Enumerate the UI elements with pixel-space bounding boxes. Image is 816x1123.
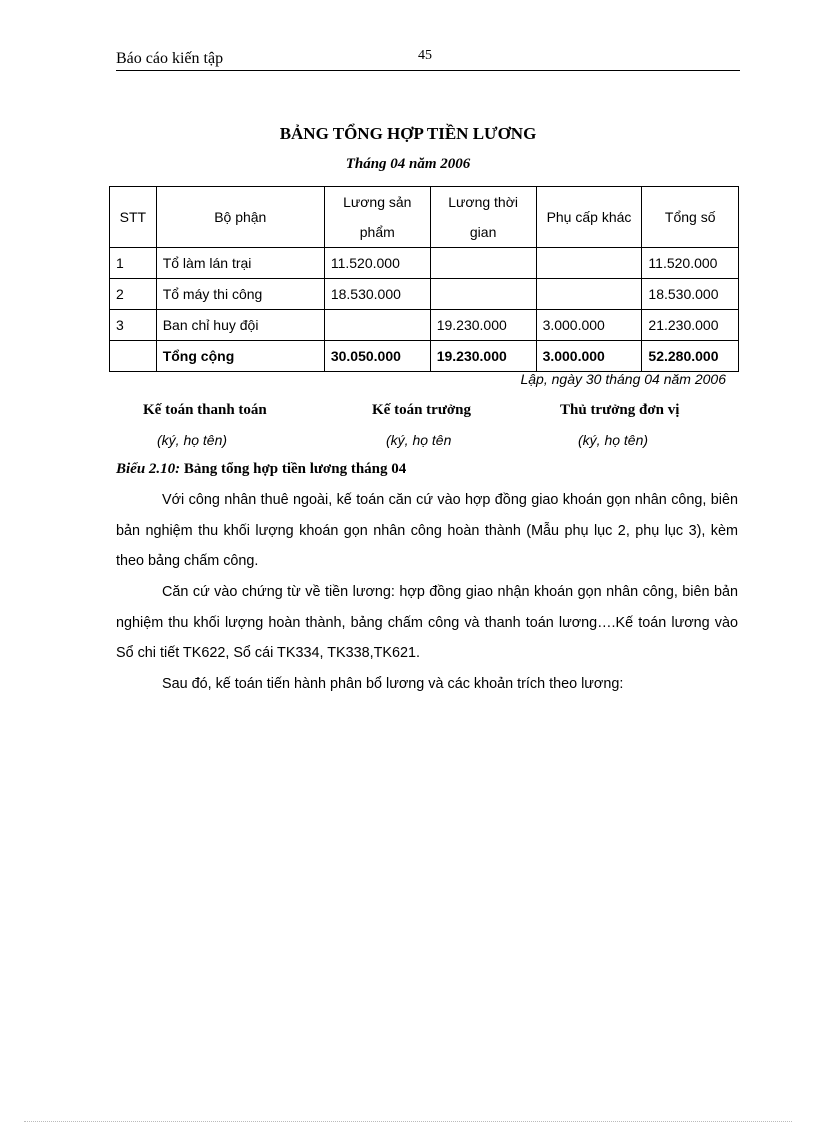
col-header-stt: STT: [110, 187, 157, 248]
table-row: [110, 279, 739, 310]
cell-dept: Tổ làm lán trại: [156, 248, 324, 279]
cell-dept: Tổ máy thi công: [156, 279, 324, 310]
col-header-total: Tổng số: [642, 187, 739, 248]
caption-label: Biểu 2.10:: [116, 461, 181, 477]
cell-time-wage: [430, 248, 536, 279]
body-paragraph: Với công nhân thuê ngoài, kế toán căn cứ vào hợp đồng giao khoán gọn nhân công, biên bản nghiệm thu khối lượng khoán gọn nhân công hoàn thành (Mẫu phụ lục 2, phụ lục 3), kèm theo bảng chấm công.: [116, 492, 738, 569]
col-header-allowance: Phụ cấp khác: [536, 187, 642, 248]
table-title: BẢNG TỔNG HỢP TIỀN LƯƠNG: [279, 124, 537, 143]
cell-product-wage: [324, 310, 430, 341]
table-row: [110, 248, 739, 279]
cell-dept: Ban chỉ huy đội: [156, 310, 324, 341]
cell-time-wage: 19.230.000: [430, 310, 536, 341]
signature-note-unit-head: (ký, họ tên): [578, 432, 649, 448]
cell-product-wage: 11.520.000: [324, 248, 430, 279]
cell-product-wage: 30.050.000: [324, 341, 430, 372]
signature-title-chief-accountant: Kế toán trưởng: [372, 402, 471, 418]
cell-total: 52.280.000: [642, 341, 739, 372]
signature-title-unit-head: Thủ trưởng đơn vị: [560, 402, 680, 418]
page-number: 45: [418, 48, 432, 63]
cell-time-wage: [430, 279, 536, 310]
table-total-row: [110, 341, 739, 372]
cell-time-wage: 19.230.000: [430, 341, 536, 372]
cell-allowance: 3.000.000: [536, 310, 642, 341]
cell-stt: 3: [110, 310, 157, 341]
cell-dept: Tổng cộng: [156, 341, 324, 372]
cell-allowance: [536, 279, 642, 310]
page-header: [116, 48, 740, 71]
signature-note-payment-accountant: (ký, họ tên): [157, 432, 228, 448]
body-paragraph: Sau đó, kế toán tiến hành phân bổ lương và các khoản trích theo lương:: [162, 676, 624, 692]
date-line: Lập, ngày 30 tháng 04 năm 2006: [520, 371, 726, 387]
table-header-row: [110, 187, 739, 248]
col-header-dept: Bộ phận: [156, 187, 324, 248]
cell-total: 18.530.000: [642, 279, 739, 310]
cell-product-wage: 18.530.000: [324, 279, 430, 310]
figure-caption: [116, 461, 406, 478]
caption-text: Bảng tổng hợp tiền lương tháng 04: [180, 461, 407, 477]
body-paragraph: Căn cứ vào chứng từ về tiền lương: hợp đồng giao nhận khoán gọn nhân công, biên bản nghiệm thu khối lượng hoàn thành, bảng chấm công và thanh toán lương….Kế toán lương vào Sổ chi tiết TK622, Sổ cái TK334, TK338,TK621.: [116, 584, 738, 661]
cell-stt: [110, 341, 157, 372]
cell-allowance: [536, 248, 642, 279]
header-doc-title: Báo cáo kiến tập: [116, 50, 224, 67]
cell-allowance: 3.000.000: [536, 341, 642, 372]
cell-total: 21.230.000: [642, 310, 739, 341]
page-bottom-rule: [24, 1121, 792, 1122]
signature-note-chief-accountant: (ký, họ tên: [386, 432, 452, 448]
table-row: [110, 310, 739, 341]
table-subtitle: Tháng 04 năm 2006: [345, 156, 471, 172]
cell-stt: 1: [110, 248, 157, 279]
col-header-time-wage: Lương thời gian: [430, 187, 536, 248]
salary-summary-table: [109, 186, 739, 372]
col-header-product-wage: Lương sản phẩm: [324, 187, 430, 248]
cell-total: 11.520.000: [642, 248, 739, 279]
cell-stt: 2: [110, 279, 157, 310]
signature-title-payment-accountant: Kế toán thanh toán: [143, 402, 267, 418]
